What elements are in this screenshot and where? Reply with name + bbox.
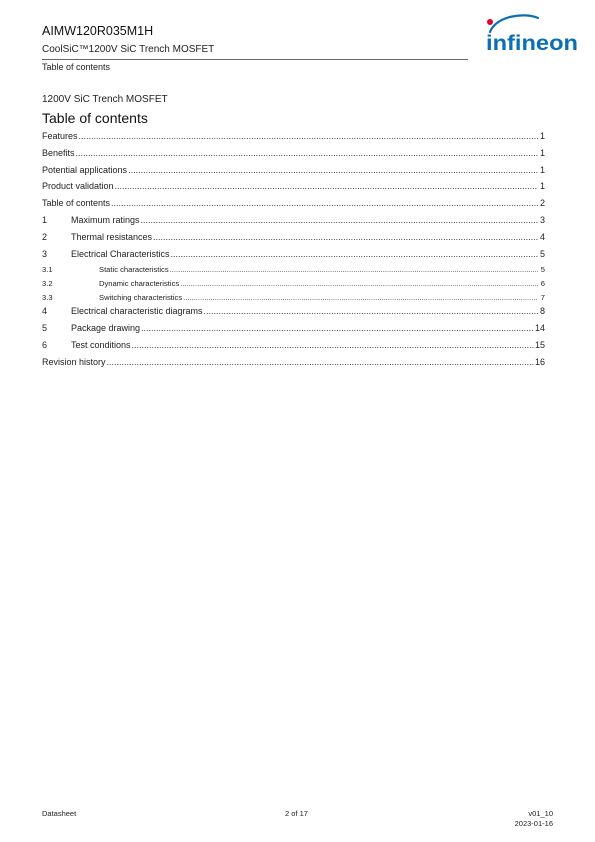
toc-entry-page: 1 (539, 147, 545, 158)
toc-dot-leader (128, 165, 538, 175)
toc-entry-label: Revision history (42, 356, 106, 367)
footer-version-date (480, 809, 553, 829)
document-subtitle: 1200V SiC Trench MOSFET (42, 94, 168, 105)
toc-entry[interactable] (42, 165, 545, 182)
header-product-line: CoolSiC™1200V SiC Trench MOSFET (42, 44, 215, 55)
toc-entry-label: Electrical characteristic diagrams (71, 306, 203, 317)
toc-entry-page: 5 (539, 248, 545, 259)
toc-entry-page: 3 (539, 214, 545, 225)
header-part-number: AIMW120R035M1H (42, 24, 154, 38)
toc-entry-page: 4 (539, 231, 545, 242)
toc-entry-number: 4 (42, 306, 48, 317)
toc-entry-label: Thermal resistances (71, 231, 153, 242)
document-title: Table of contents (42, 110, 148, 126)
toc-entry-number: 3.2 (42, 278, 53, 288)
toc-entry[interactable] (42, 357, 545, 374)
toc-entry-number: 5 (42, 322, 48, 333)
toc-entry[interactable] (42, 181, 545, 198)
toc-dot-leader (141, 215, 538, 225)
toc-entry[interactable] (42, 249, 545, 266)
toc-entry[interactable] (42, 279, 545, 293)
header-divider (42, 59, 468, 60)
toc-dot-leader (115, 181, 538, 191)
table-of-contents (42, 131, 545, 373)
toc-entry-label: Benefits (42, 147, 75, 158)
toc-entry[interactable] (42, 131, 545, 148)
toc-entry-label: Features (42, 131, 78, 141)
toc-entry[interactable] (42, 198, 545, 215)
footer-page-info: 2 of 17 (285, 809, 308, 818)
toc-entry[interactable] (42, 340, 545, 357)
toc-entry-number: 1 (42, 214, 48, 225)
toc-dot-leader (76, 148, 538, 158)
toc-entry[interactable] (42, 232, 545, 249)
toc-dot-leader (204, 306, 538, 316)
toc-dot-leader (180, 279, 538, 288)
toc-entry-number: 2 (42, 231, 48, 242)
toc-entry-label: Potential applications (42, 164, 128, 175)
toc-entry-page: 1 (539, 131, 545, 141)
toc-entry-number: 3 (42, 248, 48, 259)
toc-entry-label: Product validation (42, 181, 114, 192)
toc-entry-page: 1 (539, 181, 545, 192)
toc-dot-leader (171, 249, 538, 259)
toc-entry-number: 3.3 (42, 292, 53, 302)
toc-dot-leader (153, 232, 538, 242)
toc-dot-leader (111, 198, 538, 208)
toc-entry[interactable] (42, 323, 545, 340)
toc-entry-label: Electrical Characteristics (71, 248, 170, 259)
toc-entry-page: 7 (540, 292, 545, 302)
footer-version: v01_10 (528, 809, 553, 818)
toc-entry-number: 3.1 (42, 265, 53, 275)
toc-dot-leader (141, 323, 534, 333)
toc-entry-page: 14 (534, 322, 545, 333)
footer-date: 2023-01-16 (514, 819, 553, 828)
toc-dot-leader (170, 265, 538, 274)
toc-entry[interactable] (42, 148, 545, 165)
footer-doc-type: Datasheet (42, 809, 77, 818)
toc-entry[interactable] (42, 306, 545, 323)
logo-swoosh (490, 15, 538, 32)
header-section-name: Table of contents (42, 62, 111, 72)
toc-entry-label: Table of contents (42, 198, 111, 209)
infineon-logo (476, 12, 582, 62)
toc-dot-leader (107, 357, 534, 367)
toc-entry[interactable] (42, 215, 545, 232)
toc-entry[interactable] (42, 265, 545, 279)
toc-dot-leader (183, 293, 538, 302)
toc-entry-page: 2 (539, 198, 545, 209)
toc-entry-page: 15 (534, 339, 545, 350)
toc-entry-label: Switching characteristics (99, 292, 183, 302)
toc-dot-leader (132, 340, 534, 350)
toc-entry-page: 8 (539, 306, 545, 317)
logo-dot (487, 19, 493, 25)
toc-entry-label: Static characteristics (99, 265, 169, 275)
logo-wordmark: infineon (486, 32, 578, 55)
toc-dot-leader (79, 131, 538, 141)
toc-entry-number: 6 (42, 339, 48, 350)
toc-entry-page: 1 (539, 164, 545, 175)
toc-entry[interactable] (42, 293, 545, 307)
toc-entry-page: 6 (540, 278, 545, 288)
toc-entry-label: Maximum ratings (71, 214, 140, 225)
toc-entry-label: Test conditions (71, 339, 131, 350)
toc-entry-page: 16 (534, 356, 545, 367)
toc-entry-label: Package drawing (71, 322, 141, 333)
toc-entry-label: Dynamic characteristics (99, 278, 180, 288)
toc-entry-page: 5 (540, 265, 545, 275)
